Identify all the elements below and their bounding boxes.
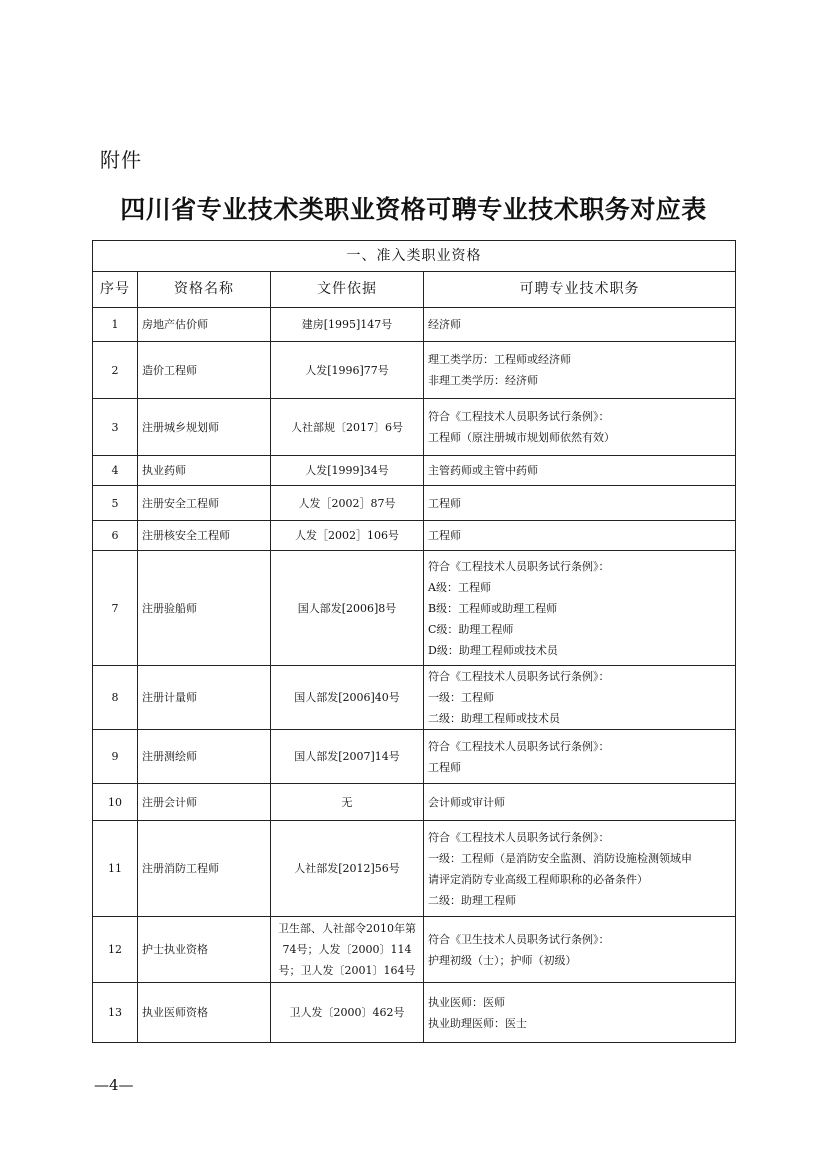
row-number: 5: [93, 486, 138, 521]
row-number: 9: [93, 730, 138, 784]
row-number: 10: [93, 784, 138, 821]
table-row: [93, 456, 736, 486]
document-basis: 卫生部、人社部令2010年第74号；人发〔2000〕114号；卫人发〔2001〕164号: [271, 917, 424, 983]
document-basis: 国人部发[2006]8号: [271, 551, 424, 666]
position-line: 一级：工程师: [428, 691, 494, 704]
table-row: [93, 399, 736, 456]
row-number: 3: [93, 399, 138, 456]
document-basis: 人发[1999]34号: [271, 456, 424, 486]
row-number: 8: [93, 666, 138, 730]
eligible-positions: [424, 342, 736, 399]
qualification-name: 执业医师资格: [138, 983, 271, 1043]
column-header-no: 序号: [93, 272, 138, 308]
position-line: 符合《工程技术人员职务试行条例》：: [428, 670, 610, 683]
column-header-doc: 文件依据: [271, 272, 424, 308]
qualification-table: [92, 240, 736, 1043]
qualification-name: 注册测绘师: [138, 730, 271, 784]
qualification-name: 造价工程师: [138, 342, 271, 399]
position-line: 执业医师：医师: [428, 995, 505, 1009]
position-line: 工程师（原注册城市规划师依然有效）: [428, 431, 615, 444]
row-number: 13: [93, 983, 138, 1043]
position-line: 一级：工程师（是消防安全监测、消防设施检测领域申: [428, 851, 692, 865]
position-line: 二级：助理工程师: [428, 893, 516, 907]
qualification-name: 注册安全工程师: [138, 486, 271, 521]
section-title: 一、准入类职业资格: [93, 241, 736, 272]
position-line: 工程师: [428, 496, 461, 510]
table-row: [93, 784, 736, 821]
position-line: 护理初级（士）；护师（初级）: [428, 953, 577, 967]
table-row: [93, 917, 736, 983]
document-basis: 国人部发[2007]14号: [271, 730, 424, 784]
section-row: [93, 241, 736, 272]
eligible-positions: [424, 666, 736, 730]
qualification-name: 注册计量师: [138, 666, 271, 730]
document-basis: 人社部规〔2017〕6号: [271, 399, 424, 456]
eligible-positions: [424, 917, 736, 983]
row-number: 2: [93, 342, 138, 399]
eligible-positions: [424, 486, 736, 521]
position-line: 符合《工程技术人员职务试行条例》：: [428, 410, 610, 423]
document-title: 四川省专业技术类职业资格可聘专业技术职务对应表: [120, 195, 707, 224]
table-row: [93, 342, 736, 399]
position-line: 理工类学历：工程师或经济师: [428, 353, 571, 366]
document-basis: 国人部发[2006]40号: [271, 666, 424, 730]
table-row: [93, 486, 736, 521]
qualification-name: 注册核安全工程师: [138, 521, 271, 551]
qualification-name: 房地产估价师: [138, 308, 271, 342]
qualification-name: 注册城乡规划师: [138, 399, 271, 456]
document-basis: 卫人发〔2000〕462号: [271, 983, 424, 1043]
document-basis: 人发[1996]77号: [271, 342, 424, 399]
row-number: 4: [93, 456, 138, 486]
position-line: C级：助理工程师: [428, 622, 514, 636]
eligible-positions: [424, 399, 736, 456]
position-line: 符合《工程技术人员职务试行条例》：: [428, 830, 610, 844]
eligible-positions: [424, 456, 736, 486]
row-number: 6: [93, 521, 138, 551]
qualification-name: 护士执业资格: [138, 917, 271, 983]
position-line: 非理工类学历：经济师: [428, 374, 538, 387]
position-line: D级：助理工程师或技术员: [428, 643, 558, 657]
position-line: 主管药师或主管中药师: [428, 464, 538, 477]
table-row: [93, 730, 736, 784]
qualification-name: 执业药师: [138, 456, 271, 486]
row-number: 7: [93, 551, 138, 666]
header-row: [93, 272, 736, 308]
eligible-positions: [424, 983, 736, 1043]
document-basis: 人发［2002］106号: [271, 521, 424, 551]
qualification-name: 注册消防工程师: [138, 821, 271, 917]
eligible-positions: [424, 730, 736, 784]
position-line: A级：工程师: [428, 580, 491, 594]
table-row: [93, 521, 736, 551]
position-line: B级：工程师或助理工程师: [428, 601, 558, 615]
attachment-label: 附件: [100, 148, 142, 172]
table-row: [93, 666, 736, 730]
document-basis: 人社部发[2012]56号: [271, 821, 424, 917]
table-row: [93, 308, 736, 342]
position-line: 符合《卫生技术人员职务试行条例》：: [428, 932, 610, 946]
eligible-positions: [424, 551, 736, 666]
row-number: 11: [93, 821, 138, 917]
position-line: 二级：助理工程师或技术员: [428, 712, 560, 725]
qualification-name: 注册会计师: [138, 784, 271, 821]
position-line: 请评定消防专业高级工程师职称的必备条件）: [428, 872, 648, 886]
document-basis: 人发［2002］87号: [271, 486, 424, 521]
document-basis: 无: [271, 784, 424, 821]
eligible-positions: [424, 784, 736, 821]
row-number: 1: [93, 308, 138, 342]
position-line: 会计师或审计师: [428, 795, 505, 809]
eligible-positions: [424, 308, 736, 342]
table-row: [93, 983, 736, 1043]
table-body: [93, 308, 736, 1043]
document-basis: 建房[1995]147号: [271, 308, 424, 342]
position-line: 符合《工程技术人员职务试行条例》：: [428, 559, 610, 573]
table-row: [93, 551, 736, 666]
eligible-positions: [424, 821, 736, 917]
column-header-name: 资格名称: [138, 272, 271, 308]
position-line: 经济师: [428, 318, 461, 331]
eligible-positions: [424, 521, 736, 551]
position-line: 工程师: [428, 760, 461, 774]
position-line: 符合《工程技术人员职务试行条例》：: [428, 739, 610, 753]
qualification-name: 注册验船师: [138, 551, 271, 666]
row-number: 12: [93, 917, 138, 983]
table-row: [93, 821, 736, 917]
position-line: 工程师: [428, 529, 461, 542]
position-line: 执业助理医师：医士: [428, 1016, 527, 1030]
page-number: —4—: [94, 1076, 134, 1094]
column-header-positions: 可聘专业技术职务: [424, 272, 736, 308]
